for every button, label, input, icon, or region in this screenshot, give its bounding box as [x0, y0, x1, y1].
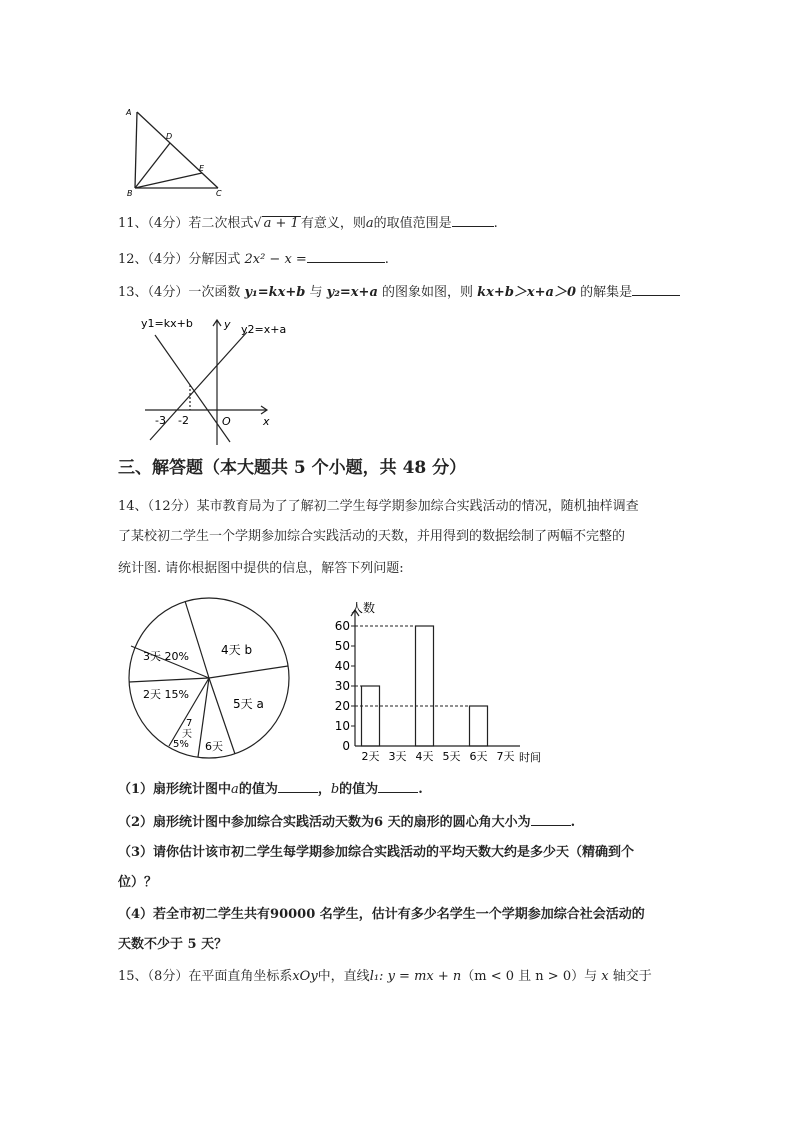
- x-axis-title: 时间: [519, 751, 541, 764]
- question-13: [118, 281, 680, 303]
- q11-end: .: [493, 216, 498, 231]
- pie-divider: [129, 678, 209, 682]
- answer-blank-11[interactable]: [452, 212, 494, 227]
- slice-label-7-days-unit: 天: [182, 729, 192, 740]
- sub1-mid2: 的值为: [339, 782, 379, 797]
- sub-question-4-line-1: （4）若全市初二学生共有90000 名学生，估计有多少名学生一个学期参加综合社会活动的: [118, 907, 645, 922]
- x-tick-label: 6天: [469, 750, 488, 763]
- q15-mid: 中，直线: [317, 969, 370, 984]
- q12-end: .: [384, 252, 389, 267]
- vertex-label-c: C: [216, 189, 222, 198]
- pie-divider: [209, 666, 288, 678]
- sub1-var-a: a: [231, 782, 239, 797]
- pie-divider: [185, 601, 209, 678]
- q14-line-2: 了某校初二学生一个学期参加综合实践活动的天数，并用得到的数据绘制了两幅不完整的: [118, 529, 626, 544]
- y2-label: y2=x+a: [241, 323, 287, 336]
- q12-expr: 2x² − x =: [244, 252, 307, 267]
- q13-y2: y₂=x+a: [326, 285, 378, 300]
- q15-end: 轴交于: [612, 969, 652, 984]
- question-15: [118, 967, 652, 987]
- answer-blank-b[interactable]: [378, 778, 418, 793]
- q14-line-1: 14、（12分）某市教育局为了了解初二学生每学期参加综合实践活动的情况，随机抽样调查: [118, 499, 639, 514]
- x-tick-label: 5天: [442, 750, 461, 763]
- y-tick-label: 20: [334, 699, 350, 713]
- triangle-figure: [120, 100, 230, 200]
- x-axis-label: x: [263, 415, 270, 428]
- q14-line-3: 统计图. 请你根据图中提供的信息，解答下列问题:: [118, 561, 404, 576]
- bar-6天: [470, 706, 488, 746]
- question-11: [118, 212, 498, 234]
- q13-suffix: 的解集是: [580, 285, 633, 300]
- vertex-label-a: A: [126, 108, 132, 117]
- sub1-mid: 的值为: [238, 782, 278, 797]
- q11-suffix: 的取值范围是: [373, 216, 452, 231]
- slice-label-7-days-pct: 5%: [173, 739, 189, 750]
- sub2-text: （2）扇形统计图中参加综合实践活动天数为6 天的扇形的圆心角大小为: [118, 815, 531, 830]
- x-tick-label: 2天: [361, 750, 380, 763]
- y1-label: y1=kx+b: [141, 317, 193, 330]
- slice-label-3-days: 3天 20%: [143, 650, 189, 663]
- y-tick-label: 40: [334, 659, 350, 673]
- q15-condition: （m < 0 且 n > 0）: [461, 969, 585, 984]
- sqrt-symbol: √: [253, 216, 262, 231]
- q13-prefix: 13、（4分）一次函数: [118, 285, 241, 300]
- sub1-end: .: [418, 782, 423, 797]
- bar-4天: [416, 626, 434, 746]
- answer-blank-angle[interactable]: [531, 811, 571, 826]
- y-tick-label: 10: [334, 719, 350, 733]
- q13-y1: y₁=kx+b: [244, 285, 306, 300]
- question-12: [118, 248, 389, 270]
- bar-chart: [325, 598, 555, 770]
- y-tick-label: 30: [334, 679, 350, 693]
- y-axis-title: 人数: [351, 601, 376, 615]
- sub-question-4-line-2: 天数不少于 5 天？: [118, 937, 228, 952]
- q13-mid: 的图象如图，则: [382, 285, 474, 300]
- y-axis-label: y: [224, 318, 231, 331]
- slice-label-4-days: 4天 b: [221, 643, 253, 657]
- answer-blank-a[interactable]: [278, 778, 318, 793]
- sub-question-3-line-1: （3）请你估计该市初二学生每学期参加综合实践活动的平均天数大约是多少天（精确到个: [118, 845, 635, 860]
- section-title: 三、解答题（本大题共 5 个小题，共 48 分）: [118, 458, 467, 478]
- x-tick-label: 4天: [415, 750, 434, 763]
- y-tick-label: 50: [334, 639, 350, 653]
- x-tick-label: 3天: [388, 750, 407, 763]
- q13-inequality: kx+b＞x+a＞0: [477, 285, 577, 300]
- q15-prefix: 15、（8分）在平面直角坐标系: [118, 969, 293, 984]
- q11-prefix: 11、（4分）若二次根式: [118, 216, 254, 231]
- q11-var: a: [365, 216, 374, 231]
- sub1-prefix: （1）扇形统计图中: [118, 782, 232, 797]
- y-tick-label: 60: [334, 619, 350, 633]
- y-tick-label: 0: [342, 739, 350, 753]
- line-y1: [155, 335, 230, 442]
- answer-blank-13[interactable]: [632, 281, 680, 296]
- q11-mid: 有意义，则: [300, 216, 366, 231]
- sub-question-1: （1）扇形统计图中a的值为 ，b的值为 .: [118, 778, 423, 800]
- slice-label-5-days: 5天 a: [233, 697, 264, 711]
- slice-label-7-days-num: 7: [186, 718, 193, 729]
- q15-axis: x: [601, 969, 609, 984]
- vertex-label-b: B: [127, 189, 133, 198]
- pie-chart: [125, 596, 300, 764]
- tick-label-neg3: -3: [155, 414, 166, 427]
- q15-suffix: 与: [584, 969, 598, 984]
- sub-question-2: [118, 811, 575, 833]
- vertex-label-e: E: [199, 164, 205, 173]
- sub1-var-b: b: [330, 782, 340, 797]
- q11-radicand: a + 1: [263, 216, 299, 231]
- sub2-end: .: [570, 815, 576, 830]
- sub-question-3-line-2: 位）？: [118, 875, 158, 890]
- linear-function-graph: [135, 310, 295, 450]
- slice-label-2-days: 2天 15%: [143, 688, 189, 701]
- q12-prefix: 12、（4分）分解因式: [118, 252, 241, 267]
- q15-line-eq: l₁: y = mx + n: [369, 969, 462, 984]
- tick-label-neg2: -2: [178, 414, 189, 427]
- origin-label: O: [222, 415, 231, 428]
- q15-coord-system: xOy: [292, 969, 318, 984]
- vertex-label-d: D: [166, 132, 173, 141]
- x-tick-label: 7天: [496, 750, 515, 763]
- answer-blank-12[interactable]: [307, 248, 385, 263]
- slice-label-6-days: 6天: [205, 740, 223, 753]
- bar-2天: [362, 686, 380, 746]
- q13-conj: 与: [309, 285, 323, 300]
